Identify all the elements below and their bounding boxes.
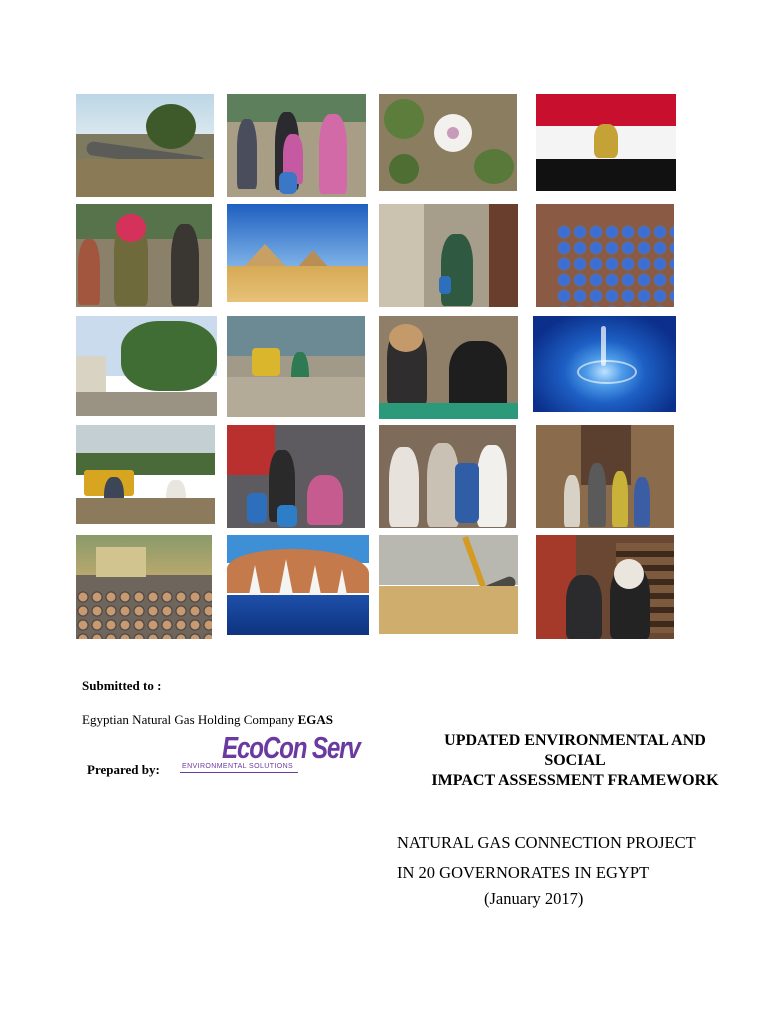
client-name: Egyptian Natural Gas Holding Company — [82, 712, 295, 727]
women-seated-photo — [379, 316, 518, 419]
logo-underline — [180, 772, 298, 773]
men-with-cylinders-photo — [379, 425, 516, 528]
water-drop-photo — [533, 316, 676, 412]
caper-flower-photo — [379, 94, 517, 191]
blue-gas-cylinders-photo — [536, 204, 674, 307]
title-line-3: IMPACT ASSESSMENT FRAMEWORK — [431, 772, 719, 789]
village-street-photo — [227, 316, 365, 417]
document-date: (January 2017) — [484, 889, 584, 908]
shop-interview-photo — [536, 535, 674, 639]
prepared-by-label: Prepared by: — [87, 762, 160, 777]
logo-tagline: ENVIRONMENTAL SOLUTIONS — [182, 763, 294, 770]
nile-feluccas-photo — [227, 535, 369, 635]
pyramids-photo — [227, 204, 368, 302]
palm-tree-road-photo — [76, 316, 217, 416]
ecoconserv-logo — [180, 730, 360, 776]
women-gas-cylinders-photo — [227, 94, 366, 197]
cylinder-crowd-photo — [227, 425, 365, 528]
subtitle-line-2: IN 20 GOVERNORATES IN EGYPT — [397, 863, 650, 882]
project-subtitle — [397, 828, 696, 888]
title-line-1: UPDATED ENVIRONMENTAL AND — [444, 732, 706, 749]
children-alley-photo — [536, 425, 674, 528]
pipeline-trench-photo — [76, 94, 214, 197]
subtitle-line-1: NATURAL GAS CONNECTION PROJECT — [397, 833, 696, 852]
client-abbreviation: EGAS — [297, 712, 333, 727]
logo-wordmark: EcoCon Serv — [222, 730, 360, 765]
document-title — [400, 731, 750, 791]
woman-carrying-cylinder-photo — [379, 204, 518, 307]
egypt-flag-photo — [536, 94, 676, 191]
crowd-meeting-photo — [76, 535, 212, 639]
pipeline-laying-photo — [379, 535, 518, 634]
title-line-2: SOCIAL — [544, 752, 606, 769]
excavator-site-photo — [76, 425, 215, 524]
client-name-line — [82, 712, 333, 728]
woman-red-scarf-photo — [76, 204, 212, 307]
submitted-to-label: Submitted to : — [82, 678, 162, 693]
